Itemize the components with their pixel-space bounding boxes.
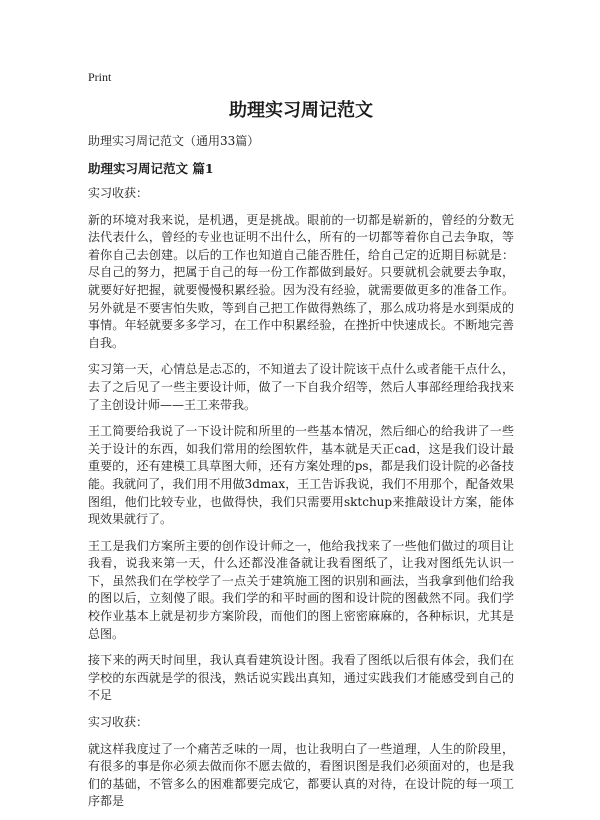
paragraph-harvest-label: 实习收获： <box>88 186 149 200</box>
paragraph-mentor-intro: 王工简要给我说了一下设计院和所里的一些基本情况，然后细心的给我讲了一些关于设计的东西，如我们常用的绘图软件，基本就是天正cad，这是我们设计最重要的，还有建模工具草图大师，还有方案处理的ps，都是我们设计院的必备技能。我就问了，我们用不用做3dmax，王工告诉我说，我们不用那个，配备效果图组，他们比较专业，也做得快，我们只需要用sktchup来推敲设计方案，能体现效果就行了。 <box>88 424 514 527</box>
paragraph-harvest-label-2: 实习收获： <box>88 715 149 730</box>
paragraph-next-two-days: 接下来的两天时间里，我认真看建筑设计图。我看了图纸以后很有体会，我们在学校的东西就是学的很浅，熟话说实践出真知，通过实践我们才能感受到自己的不足 <box>88 653 514 703</box>
document-subtitle: 助理实习周记范文（通用33篇） <box>88 134 260 148</box>
paragraph-week-summary: 就这样我度过了一个痛苦乏味的一周，也让我明白了一些道理，人生的阶段里，有很多的事是你必须去做而你不愿去做的，看图识图是我们必须面对的，也是我们的基础，不管多么的困难都要完成它，都要认真的对待，在设计院的每一项工序都是 <box>88 741 514 809</box>
paragraph-mentor-projects: 王工是我们方案所主要的创作设计师之一，他给我找来了一些他们做过的项目让我看，说我来第一天，什么还都没准备就让我看图纸了，让我对图纸先认识一下，虽然我们在学校学了一点关于建筑施工图的识别和画法，当我拿到他们给我的图以后，立刻傻了眼。我们学的和平时画的图和设计院的图截然不同。我们学校作业基本上就是初步方案阶段，而他们的图上密密麻麻的，各种标识，尤其是总图。 <box>88 538 514 641</box>
print-link[interactable]: Print <box>88 70 112 84</box>
section-heading: 助理实习周记范文 篇1 <box>88 161 214 176</box>
paragraph-new-environment: 新的环境对我来说，是机遇，更是挑战。眼前的一切都是崭新的，曾经的分数无法代表什么，曾经的专业也证明不出什么，所有的一切都等着你自己去争取，等着你自己去创建。以后的工作也知道自己能否胜任，给自己定的近期目标就是：尽自己的努力，把属于自己的每一份工作都做到最好。只要就机会就要去争取，就要好好把握，就要慢慢积累经验。因为没有经验，就需要做更多的准备工作。另外就是不要害怕失败，等到自己把工作做得熟练了，那么成功将是水到渠成的事情。年轻就要多多学习，在工作中积累经验，在挫折中快速成长。不断地完善自我。 <box>88 212 514 350</box>
paragraph-first-day: 实习第一天，心情总是忐忑的，不知道去了设计院该干点什么或者能干点什么，去了之后见了一些主要设计师，做了一下自我介绍等，然后人事部经理给我找来了主创设计师——王工来带我。 <box>88 362 514 412</box>
document-title: 助理实习周记范文 <box>229 100 373 121</box>
document-page <box>88 66 514 820</box>
